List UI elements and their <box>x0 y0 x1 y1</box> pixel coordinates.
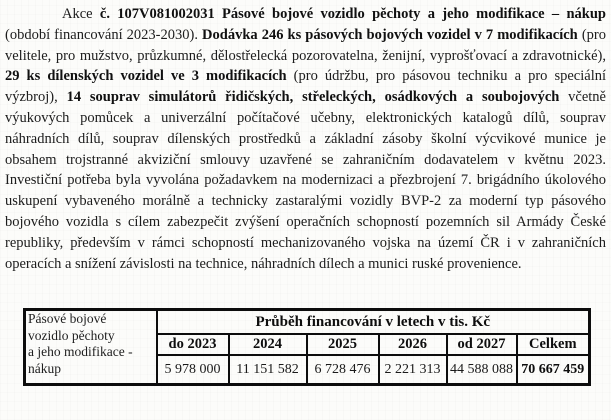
year-column-header: Celkem <box>517 334 590 355</box>
paragraph-segment: (období financování 2023-2030). <box>5 26 203 43</box>
year-column-header: od 2027 <box>447 334 517 355</box>
financing-table <box>23 308 591 386</box>
value-cell: 5 978 000 <box>157 355 229 385</box>
paragraph-segment: včetně výukových pomůcek a univerzální počítačové učebny, elektronických katalogů dílů, souprav náhradních dílů, souprav dílenských prostředků a základní zásoby školní výcvikové munice je obsahem trojstranné akviziční smlouvy uzavřené se zahraničním dodavatelem v květnu 2023. Investiční potřeba byla vyvolána požadavkem na modernizaci a přezbrojení 7. brigádního úkolového uskupení vybaveného morálně a technicky zastaralými vozidly BVP-2 za moderní typ pásového bojového vozidla s cílem zabezpečit zvýšení operačních schopností pozemních sil Armády České republiky, především v rámci schopností mechanizovaného vojska na území ČR i v zahraničních operacích a snížení závislosti na technice, náhradních dílech a munici ruské provenience. <box>5 89 606 272</box>
paragraph-segment-bold: Dodávka 246 ks pásových bojových vozidel v 7 modifikacích <box>202 26 582 43</box>
year-column-header: 2025 <box>307 334 379 355</box>
value-cell: 2 221 313 <box>379 355 447 385</box>
paragraph-segment: Akce <box>62 6 100 22</box>
year-column-header: 2024 <box>229 334 307 355</box>
table-row-header <box>25 310 590 335</box>
paragraph-segment: (pro velitele, pro mužstvo, průzkumné, dělostřelecká pozorovatelna, ženijní, vyprošťovací a zdravotnické), <box>5 26 606 64</box>
value-cell: 6 728 476 <box>307 355 379 385</box>
value-cell: 11 151 582 <box>229 355 307 385</box>
table-row-label <box>25 310 157 385</box>
row-label-line: Pásové bojové <box>28 311 107 326</box>
year-column-header: 2026 <box>379 334 447 355</box>
value-cell: 44 588 088 <box>447 355 517 385</box>
year-column-header: do 2023 <box>157 334 229 355</box>
paragraph-segment: (pro údržbu, pro pásovou techniku a pro speciální výzbroj), <box>5 68 606 106</box>
row-label-line: vozidlo pěchoty <box>28 327 115 343</box>
paragraph <box>5 4 606 274</box>
value-cell-total: 70 667 459 <box>517 355 590 385</box>
paragraph-segment-bold: 29 ks dílenských vozidel ve 3 modifikacích <box>5 68 294 85</box>
table-title: Průběh financování v letech v tis. Kč <box>157 310 590 335</box>
paragraph-segment-bold: č. 107V081002031 Pásové bojové vozidlo pěchoty a jeho modifikace – nákup <box>99 6 606 22</box>
paragraph-segment-bold: 14 souprav simulátorů řidičských, střeleckých, osádkových a soubojových <box>66 89 569 106</box>
row-label-line: nákup <box>28 360 61 376</box>
row-label-line: a jeho modifikace - <box>28 344 133 359</box>
